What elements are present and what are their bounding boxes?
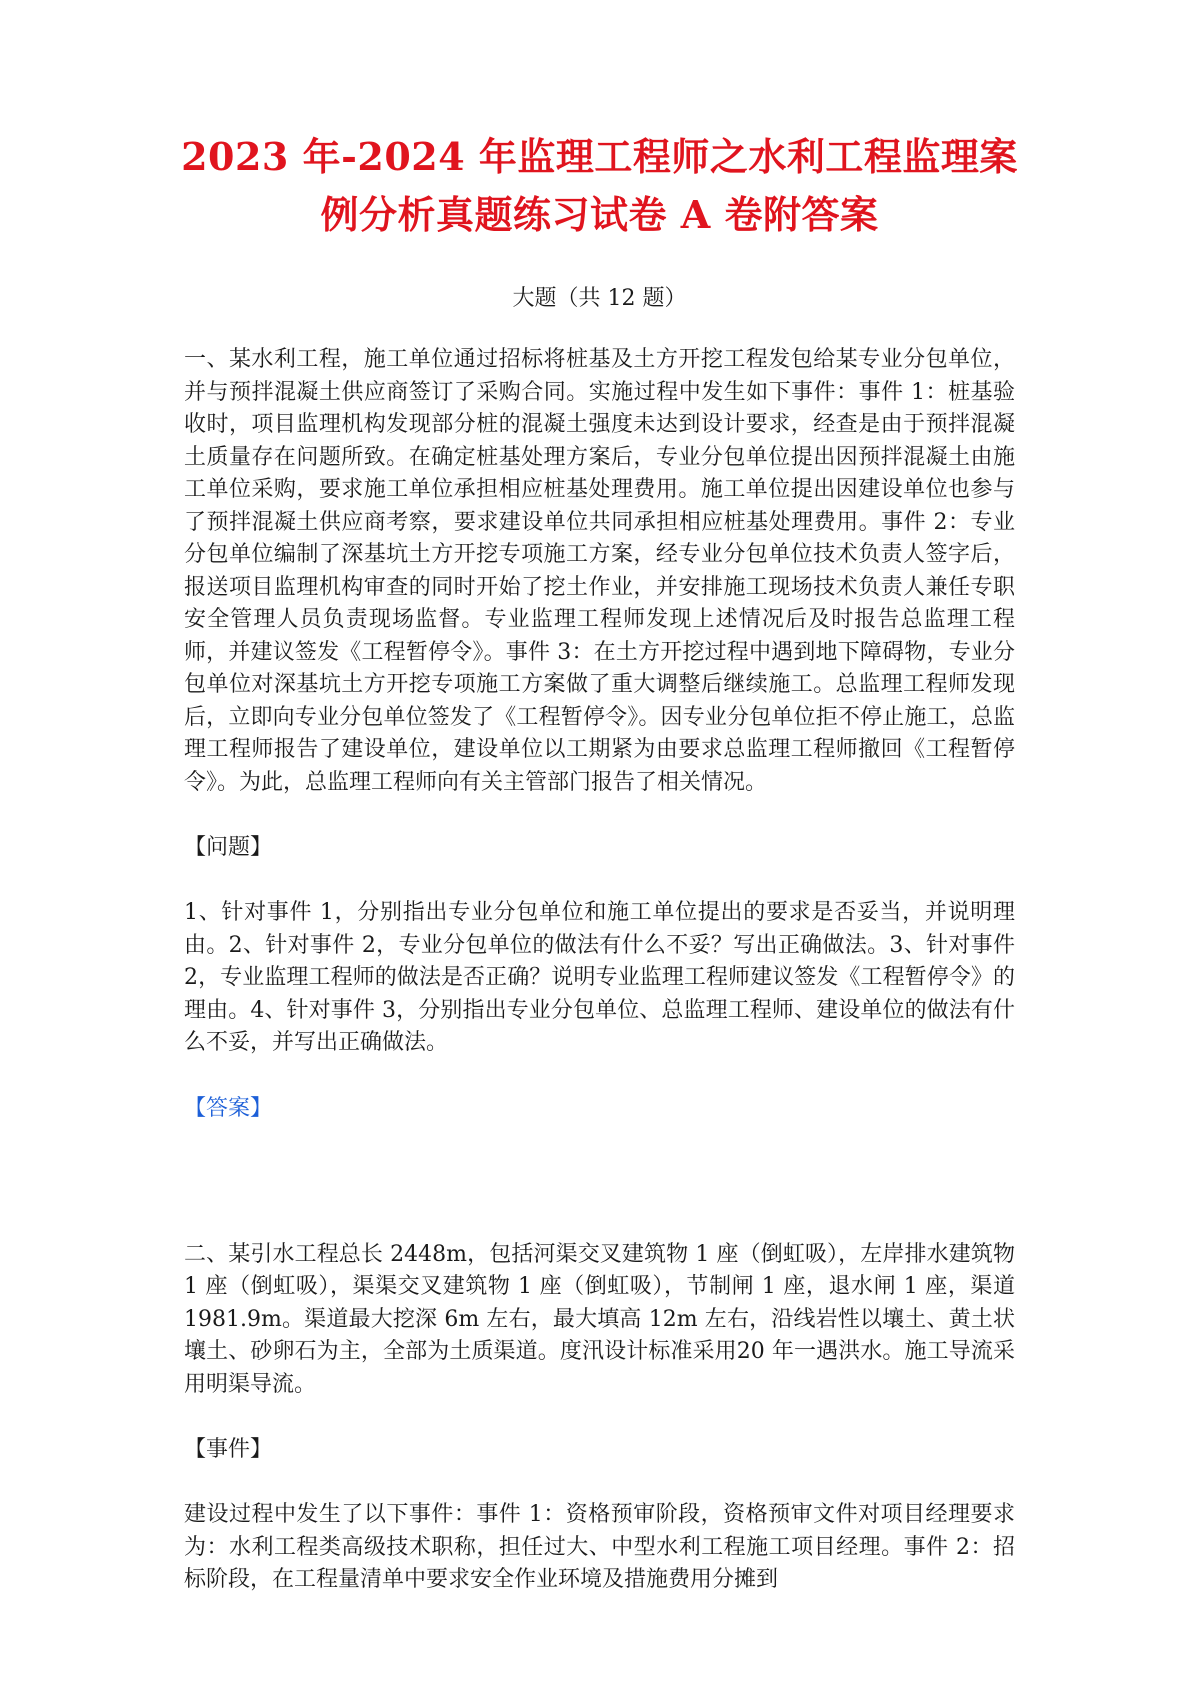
document-title: 2023 年-2024 年监理工程师之水利工程监理案例分析真题练习试卷 A 卷附答案	[181, 134, 1018, 237]
question-1-answer-tag: 【答案】	[184, 1095, 273, 1121]
question-1-subquestions: 1、针对事件 1，分别指出专业分包单位和施工单位提出的要求是否妥当，并说明理由。2、针对事件 2，专业分包单位的做法有什么不妥？写出正确做法。3、针对事件 2，专业监理工程师的做法是否正确？说明专业监理工程师建议签发《工程暂停令》的理由。4、针对事件 3，分别指出专业分包单位、总监理工程师、建设单位的做法有什么不妥，并写出正确做法。	[184, 900, 1015, 1055]
question-1-wenti-tag: 【问题】	[184, 835, 273, 860]
question-2-events: 建设过程中发生了以下事件：事件 1：资格预审阶段，资格预审文件对项目经理要求为：水利工程类高级技术职称，担任过大、中型水利工程施工项目经理。事件 2：招标阶段，在工程量清单中要求安全作业环境及措施费用分摊到	[184, 1502, 1015, 1592]
question-2-text: 二、某引水工程总长 2448m，包括河渠交叉建筑物 1 座（倒虹吸），左岸排水建筑物 1 座（倒虹吸），渠渠交叉建筑物 1 座（倒虹吸），节制闸 1 座，退水闸 1 座，渠道 1981.9m。渠道最大挖深 6m 左右，最大填高 12m 左右，沿线岩性以壤土、黄土状壤土、砂卵石为主，全部为土质渠道。度汛设计标准采用20 年一遇洪水。施工导流采用明渠导流。	[184, 1241, 1015, 1397]
question-1-text: 一、某水利工程，施工单位通过招标将桩基及土方开挖工程发包给某专业分包单位，并与预拌混凝土供应商签订了采购合同。实施过程中发生如下事件：事件 1：桩基验收时，项目监理机构发现部分桩的混凝土强度未达到设计要求，经查是由于预拌混凝土质量存在问题所致。在确定桩基处理方案后，专业分包单位提出因预拌混凝土由施工单位采购，要求施工单位承担相应桩基处理费用。施工单位提出因建设单位也参与了预拌混凝土供应商考察，要求建设单位共同承担相应桩基处理费用。事件 2：专业分包单位编制了深基坑土方开挖专项施工方案，经专业分包单位技术负责人签字后，报送项目监理机构审查的同时开始了挖土作业，并安排施工现场技术负责人兼任专职安全管理人员负责现场监督。专业监理工程师发现上述情况后及时报告总监理工程师，并建议签发《工程暂停令》。事件 3：在土方开挖过程中遇到地下障碍物，专业分包单位对深基坑土方开挖专项施工方案做了重大调整后继续施工。总监理工程师发现后，立即向专业分包单位签发了《工程暂停令》。因专业分包单位拒不停止施工，总监理工程师报告了建设单位，建设单位以工期紧为由要求总监理工程师撤回《工程暂停令》。为此，总监理工程师向有关主管部门报告了相关情况。	[184, 347, 1015, 795]
section-header: 大题（共 12 题）	[512, 286, 687, 311]
question-2-shijian-tag: 【事件】	[184, 1437, 273, 1462]
